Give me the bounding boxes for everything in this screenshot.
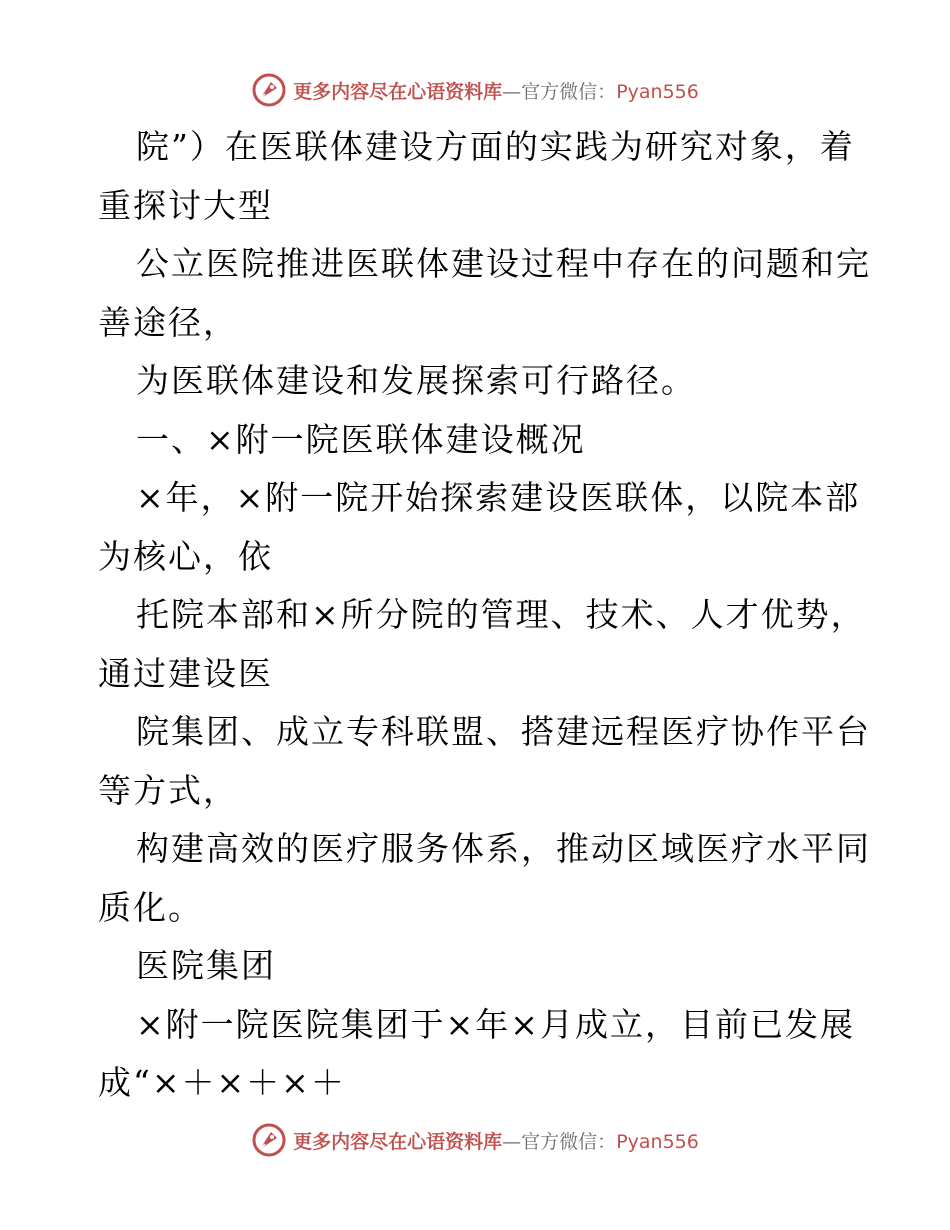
- body-line: 构建高效的医疗服务体系，推动区域医疗水平同: [136, 829, 871, 868]
- body-line: ×年，×附一院开始探索建设医联体，以院本部: [136, 478, 861, 517]
- body-line: 公立医院推进医联体建设过程中存在的问题和完: [136, 244, 871, 283]
- body-line: 重探讨大型: [98, 185, 273, 225]
- footer-separator: —: [502, 1130, 522, 1153]
- footer-banner-text: [293, 1127, 699, 1154]
- header-separator: —: [502, 80, 522, 103]
- body-line: 质化。: [98, 887, 203, 927]
- pen-nib-logo-icon: [251, 1122, 287, 1158]
- body-line: 院”）在医联体建设方面的实践为研究对象，着: [136, 127, 855, 166]
- body-line: 通过建设医: [98, 653, 273, 693]
- header-banner-inner: [251, 72, 699, 108]
- footer-official-label: 官方微信：: [521, 1130, 617, 1153]
- footer-banner: [0, 1120, 950, 1160]
- header-handle: Pyan556: [616, 80, 699, 103]
- header-official-label: 官方微信：: [521, 80, 617, 103]
- body-line: 等方式，: [98, 770, 238, 810]
- body-line: 为核心，依: [98, 536, 273, 576]
- body-line: 院集团、成立专科联盟、搭建远程医疗协作平台: [136, 712, 871, 751]
- body-line: 成“×＋×＋×＋: [98, 1063, 346, 1102]
- footer-banner-inner: [251, 1122, 699, 1158]
- body-line: 善途径，: [98, 302, 238, 342]
- footer-handle: Pyan556: [616, 1130, 699, 1153]
- pen-nib-logo-icon: [251, 72, 287, 108]
- document-body: [98, 118, 871, 1113]
- header-banner: [0, 70, 950, 110]
- header-site-text: 更多内容尽在心语资料库: [293, 80, 503, 103]
- body-line: 托院本部和×所分院的管理、技术、人才优势，: [136, 595, 866, 634]
- header-banner-text: [293, 77, 699, 104]
- subsection-heading: 医院集团: [136, 946, 276, 985]
- body-line: 为医联体建设和发展探索可行路径。: [136, 361, 696, 400]
- section-heading: 一、×附一院医联体建设概况: [136, 419, 586, 459]
- body-line: ×附一院医院集团于×年×月成立，目前已发展: [136, 1004, 855, 1044]
- footer-site-text: 更多内容尽在心语资料库: [293, 1130, 503, 1153]
